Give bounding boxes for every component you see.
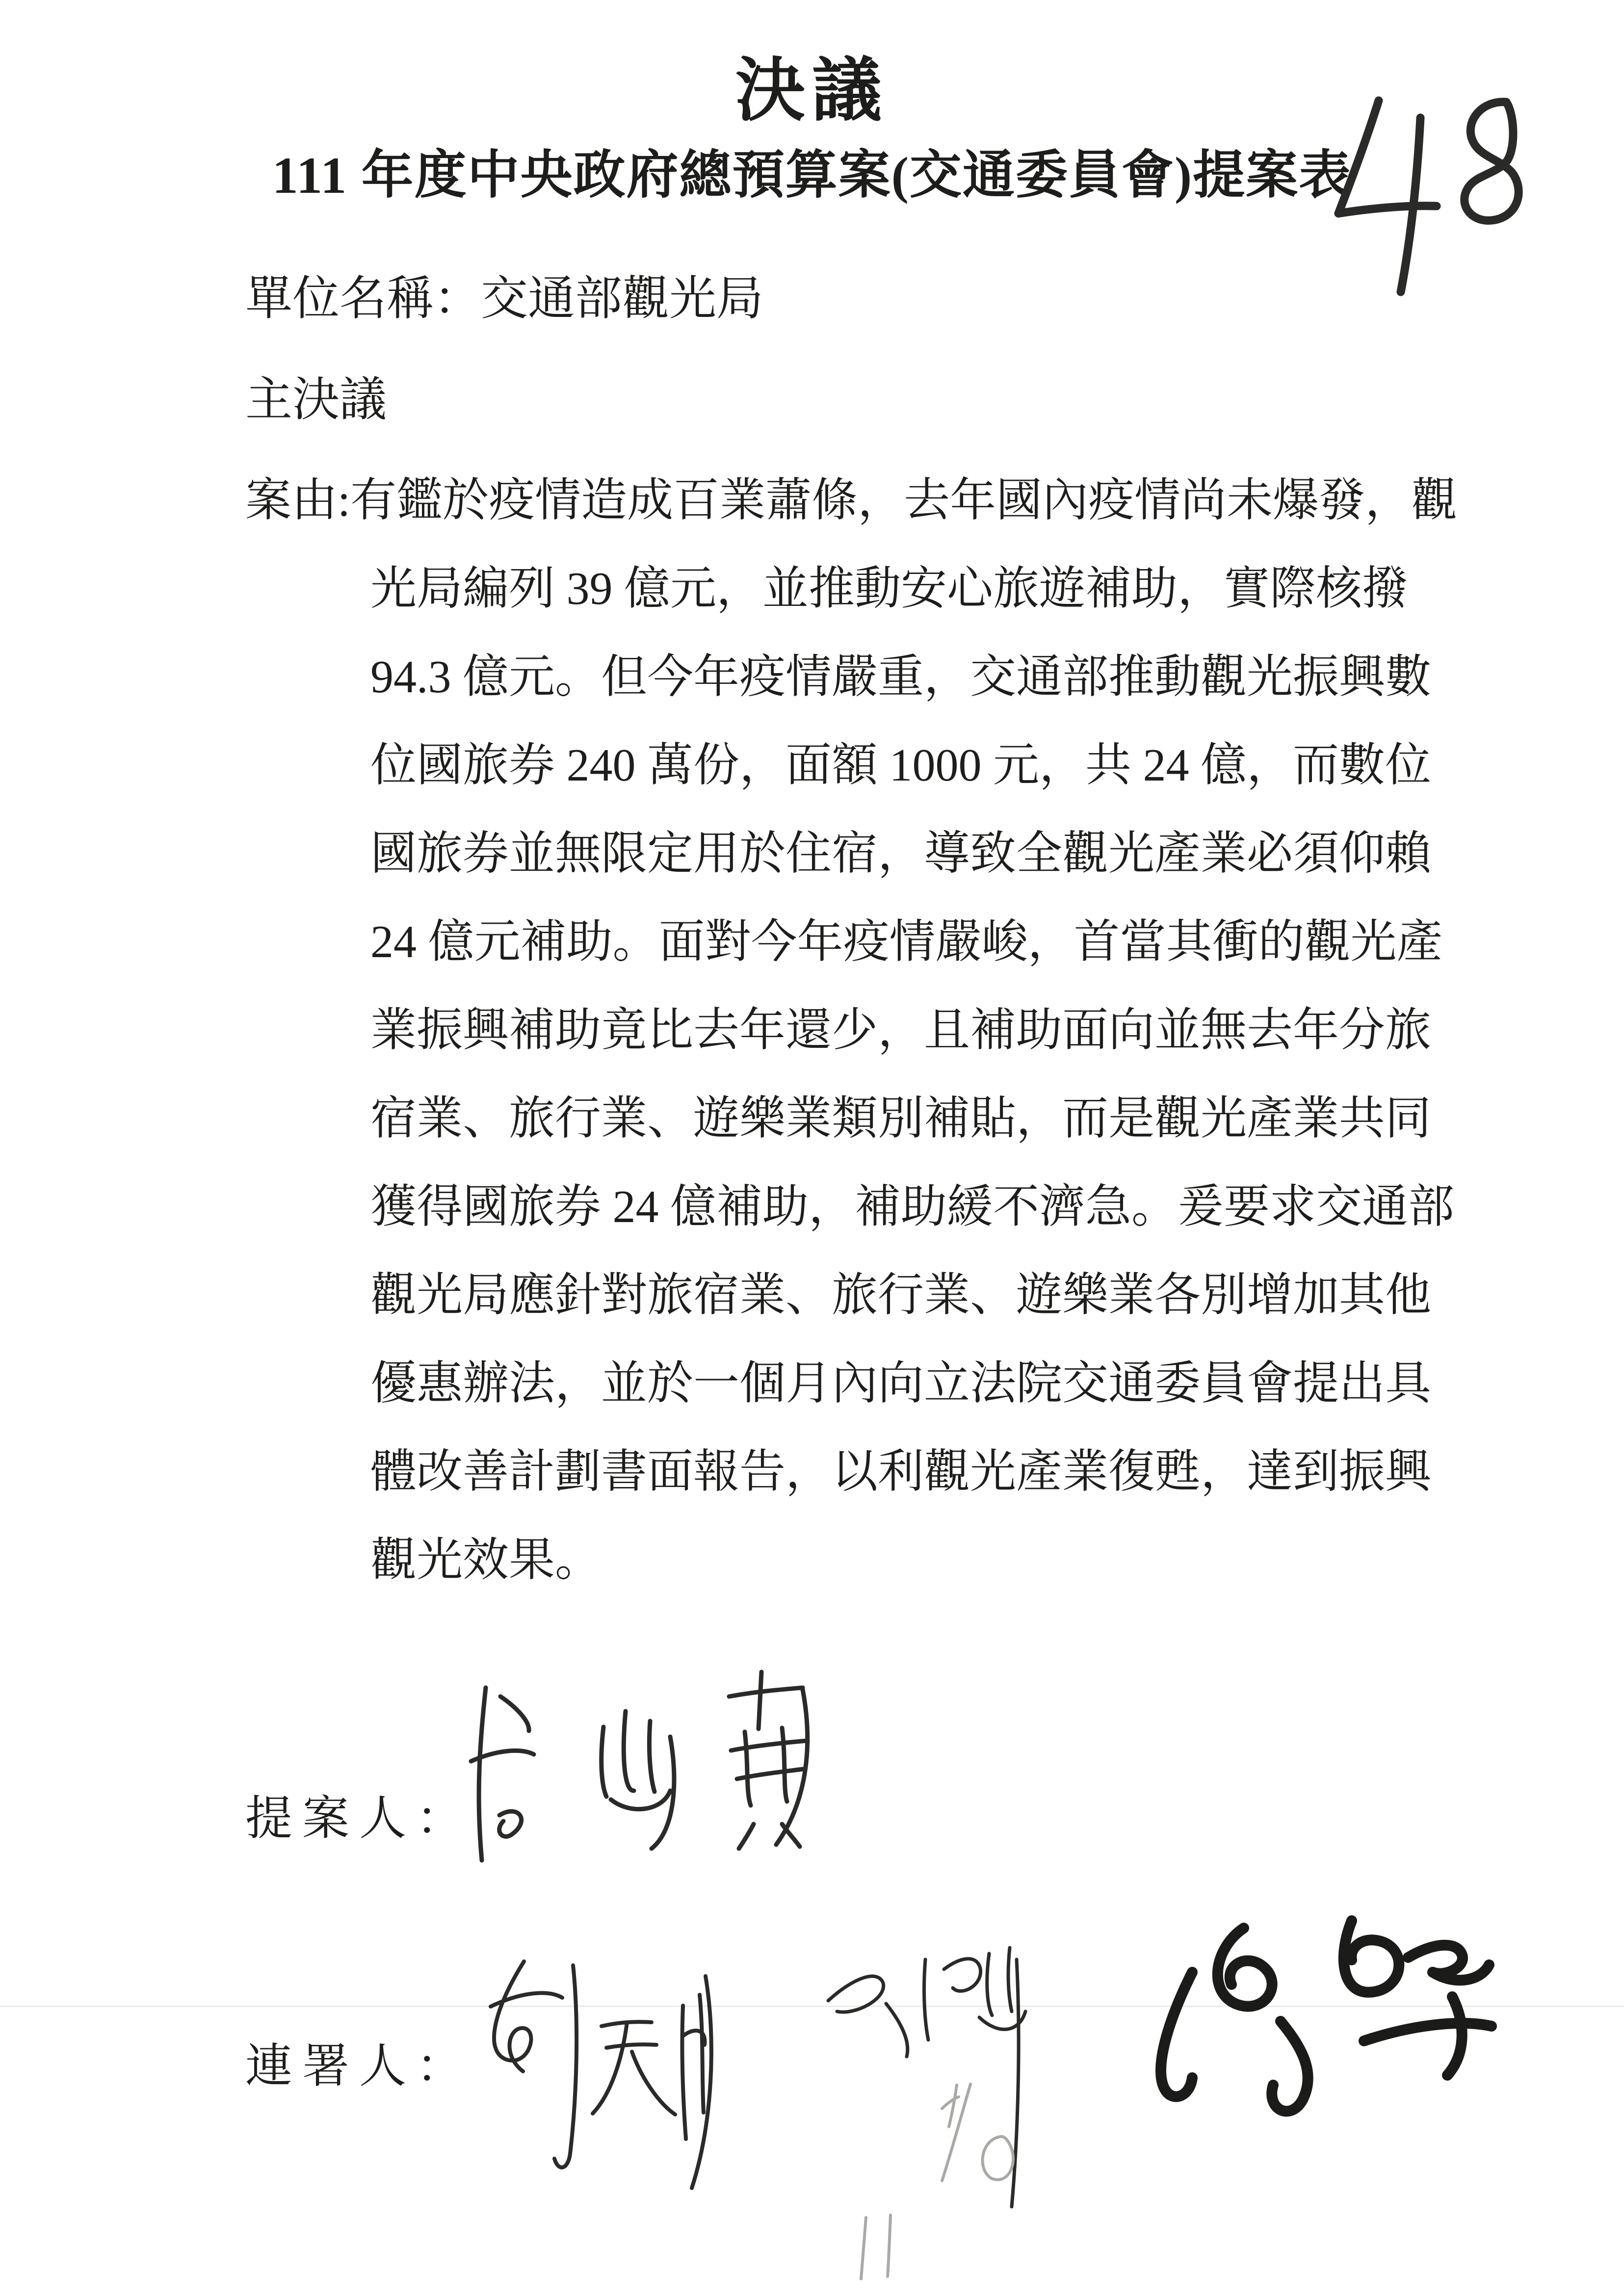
case-line: 光局編列 39 億元，並推動安心旅遊補助，實際核撥 <box>370 563 1409 614</box>
case-line <box>245 456 1458 545</box>
case-line: 獲得國旅券 24 億補助，補助緩不濟急。爰要求交通部 <box>370 1181 1455 1232</box>
case-line: 業振興補助竟比去年還少，且補助面向並無去年分旅 <box>370 1005 1432 1056</box>
case-line: 國旅券並無限定用於住宿，導致全觀光產業必須仰賴 <box>370 828 1432 879</box>
page-title: 決議 <box>735 52 889 130</box>
cosigner-label: 連署人： <box>245 2040 473 2092</box>
case-line: 位國旅券 240 萬份，面額 1000 元，共 24 億，而數位 <box>370 740 1432 791</box>
resolution-type: 主決議 <box>245 373 387 426</box>
case-line: 宿業、旅行業、遊樂業類別補貼，而是觀光產業共同 <box>370 1093 1432 1144</box>
cosigner-signature-3 <box>1119 1894 1501 2178</box>
pencil-mark-fraction <box>927 2080 1025 2188</box>
proposer-label: 提案人： <box>245 1792 473 1845</box>
unit-name-label: 單位名稱： <box>245 272 481 325</box>
case-label: 案由: <box>245 475 351 526</box>
case-line: 觀光效果。 <box>370 1535 602 1586</box>
case-line: 優惠辦法，並於一個月內向立法院交通委員會提出具 <box>370 1358 1432 1409</box>
pencil-mark-ticks <box>856 2213 900 2281</box>
case-section <box>245 456 1458 1604</box>
page-subtitle: 111 年度中央政府總預算案(交通委員會)提案表 <box>272 147 1352 204</box>
case-line: 體改善計劃書面報告，以利觀光產業復甦，達到振興 <box>370 1446 1432 1497</box>
cosigner-signature-1 <box>461 1948 756 2193</box>
handwritten-page-number-48 <box>1315 88 1560 304</box>
unit-name-line <box>245 261 763 328</box>
case-line: 24 億元補助。面對今年疫情嚴峻，首當其衝的觀光產 <box>370 916 1443 967</box>
case-line: 94.3 億元。但今年疫情嚴重，交通部推動觀光振興數 <box>370 652 1432 703</box>
case-line-text: 有鑑於疫情造成百業蕭條，去年國內疫情尚未爆發，觀 <box>350 475 1458 526</box>
proposer-signature <box>456 1668 888 1874</box>
unit-name-value: 交通部觀光局 <box>481 272 763 325</box>
case-line: 觀光局應針對旅宿業、旅行業、遊樂業各別增加其他 <box>370 1270 1432 1321</box>
